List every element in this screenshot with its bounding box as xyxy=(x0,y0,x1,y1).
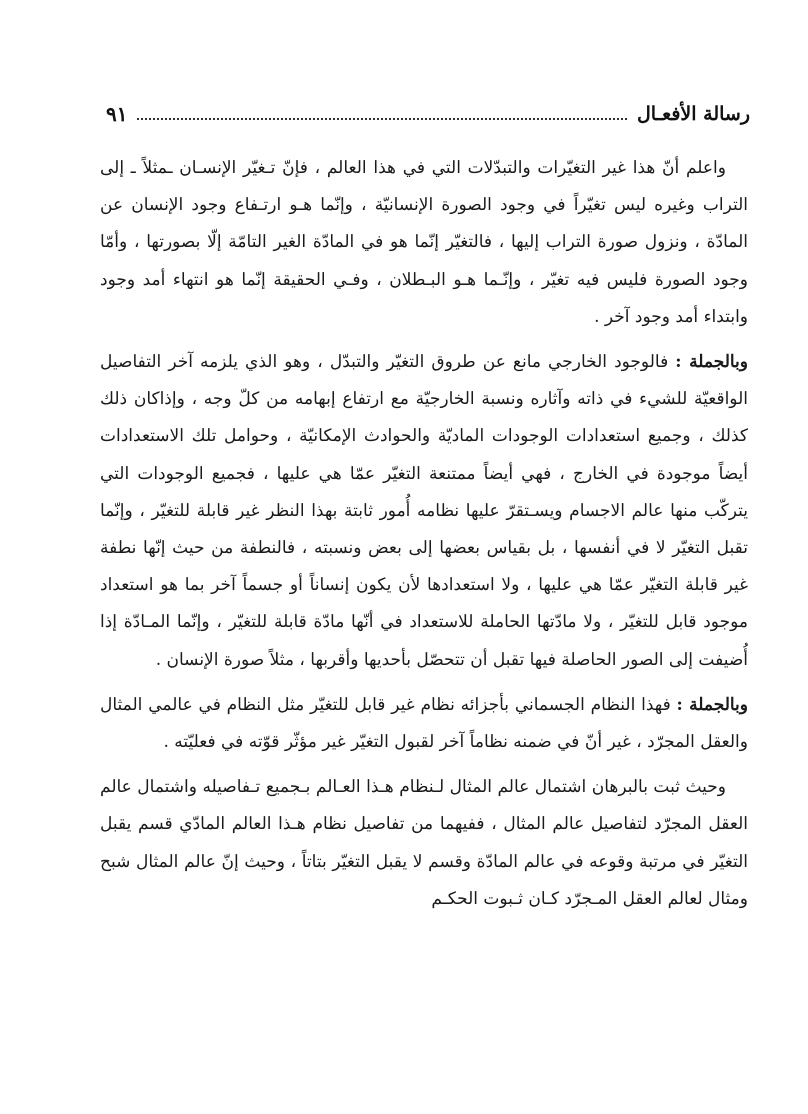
paragraph-text: واعلم أنّ هذا غير التغيّرات والتبدّلات التي في هذا العالم ، فإنّ تـغيّر الإنسـان ـمثلاً ـ إلى التراب وغيره ليس تغيّراً في وجود الصورة الإنسانيّة ، وإنّما هـو ارتـفاع وجود الإنسان عن المادّة ، ونزول صورة التراب إليها ، فالتغيّر إنّما هو في المادّة الغير التامّة إلّا بصورتها ، وأمّا وجود الصورة فليس فيه تغيّر ، وإنّـما هـو البـطلان ، وفـي الحقيقة إنّما هو انتهاء أمد وجود وابتداء أمد وجود آخر . xyxy=(100,158,748,327)
paragraph-text: وحيث ثبت بالبرهان اشتمال عالم المثال لـنظام هـذا العـالم بـجميع تـفاصيله واشتمال عالم العقل المجرّد لتفاصيل عالم المثال ، ففيهما من تفاصيل نظام هـذا العالم المادّي قسم يقبل التغيّر في مرتبة وقوعه في عالم المادّة وقسم لا يقبل التغيّر بتاتاً ، وحيث إنّ عالم المثال شبح ومثال لعالم العقل المـجرّد كـان ثـبوت الحكـم xyxy=(100,777,748,909)
paragraph xyxy=(100,150,748,336)
book-title: رسالة الأفعـال xyxy=(637,103,750,125)
paragraph-text: فهذا النظام الجسماني بأجزائه نظام غير قابل للتغيّر مثل النظام في عالمي المثال والعقل المجرّد ، غير أنّ في ضمنه نظاماً آخر لقبول التغيّر غير مؤثّر قوّته في فعليّته . xyxy=(100,694,748,753)
paragraph xyxy=(100,344,748,679)
body-text xyxy=(100,150,748,926)
paragraph xyxy=(100,769,748,918)
dot-leader xyxy=(137,118,627,120)
paragraph-lead: وبالجملة : xyxy=(675,352,748,373)
page-number: ٩١ xyxy=(106,102,128,126)
paragraph xyxy=(100,687,748,761)
paragraph-text: فالوجود الخارجي مانع عن طروق التغيّر والتبدّل ، وهو الذي يلزمه آخر التفاصيل الواقعيّة للشيء في ذاته وآثاره ونسبة الخارجيّة مع ارتفاع إبهامه من كلّ وجه ، وإذاكان ذلك كذلك ، وجميع استعدادات الوجودات الماديّة والحوادث الإمكانيّة ، وحوامل تلك الاستعدادات أيضاً موجودة في الخارج ، فهي أيضاً ممتنعة التغيّر عمّا هي عليها ، فجميع الوجودات التي يتركّب منها عالم الاجسام ويسـتقرّ عليها نظامه أُمور ثابتة بهذا النظر غير قابلة للتغيّر ، وإنّما تقبل التغيّر لا في أنفسها ، بل بقياس بعضها إلى بعض ونسبته ، فالنطفة من حيث إنّها نطفة غير قابلة التغيّر عمّا هي عليها ، ولا استعدادها لأن يكون إنساناً أو جسماً آخر بما هو استعداد موجود قابل للتغيّر ، ولا مادّتها الحاملة للاستعداد في أنّها مادّة قابلة للتغيّر ، وإنّما المـادّة إذا أُضيفت إلى الصور الحاصلة فيها تقبل أن تتحصّل بأحديها وأقربها ، مثلاً صورة الإنسان . xyxy=(100,352,748,670)
running-header xyxy=(106,96,750,132)
paragraph-lead: وبالجملة : xyxy=(676,694,748,715)
